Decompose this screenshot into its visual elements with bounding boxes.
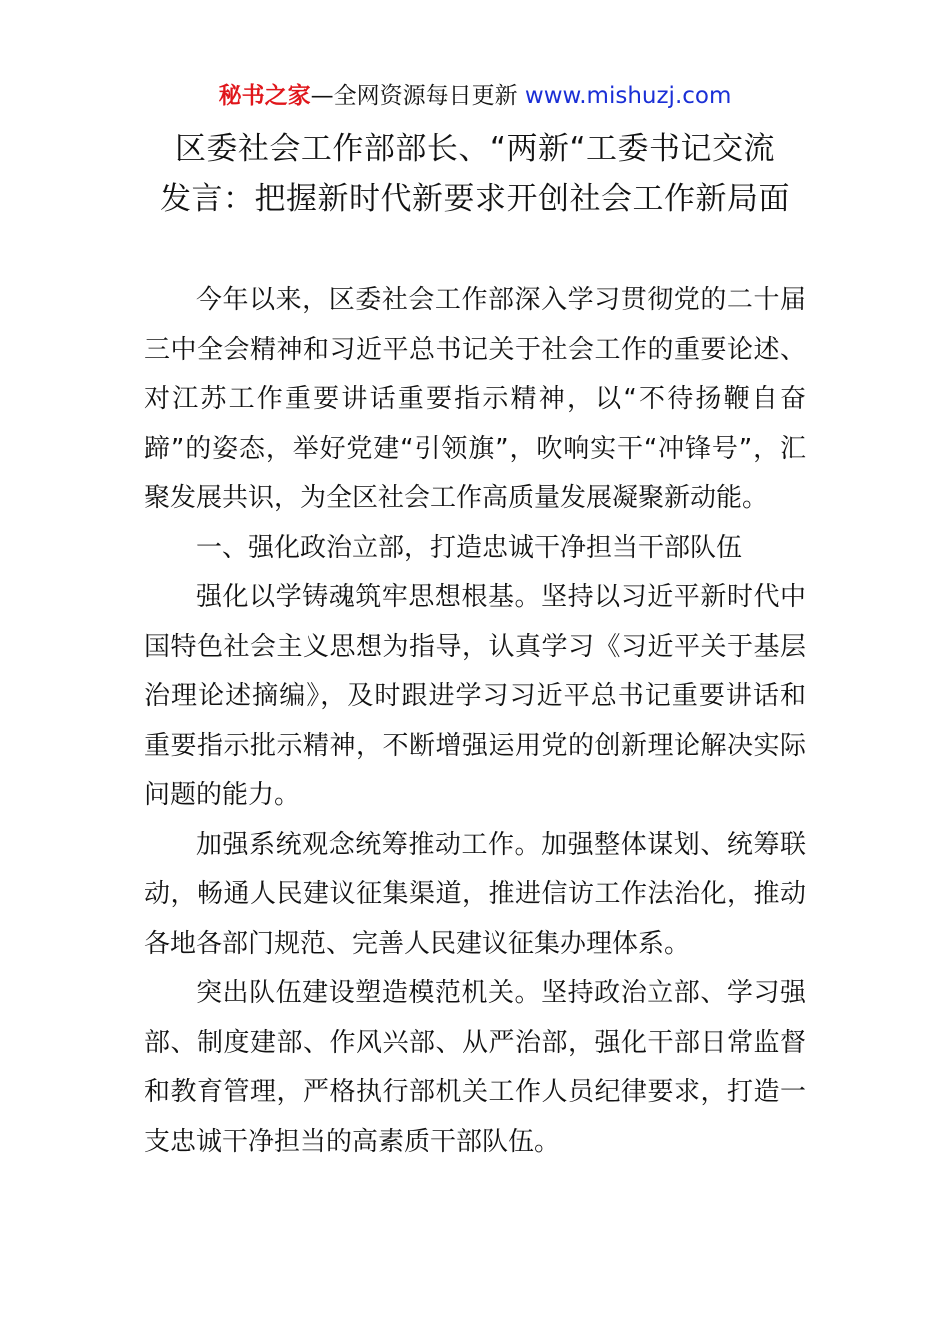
paragraph-intro: 今年以来，区委社会工作部深入学习贯彻党的二十届三中全会精神和习近平总书记关于社会工作的重要论述、对江苏工作重要讲话重要指示精神，以“不待扬鞭自奋蹄”的姿态，举好党建“引领旗”，吹响实干“冲锋号”，汇聚发展共识，为全区社会工作高质量发展凝聚新动能。 [144, 285, 806, 513]
paragraph-study: 强化以学铸魂筑牢思想根基。坚持以习近平新时代中国特色社会主义思想为指导，认真学习《习近平关于基层治理论述摘编》，及时跟进学习习近平总书记重要讲话和重要指示批示精神，不断增强运用党的创新理论解决实际问题的能力。 [144, 582, 806, 810]
section-heading-1: 一、强化政治立部，打造忠诚干净担当干部队伍 [196, 532, 743, 563]
header-tagline: —全网资源每日更新 [310, 83, 525, 109]
brand-name: 秘书之家 [218, 83, 311, 109]
document-body [144, 276, 806, 1167]
title-line-2: 发言：把握新时代新要求开创社会工作新局面 [160, 181, 790, 217]
site-header [0, 80, 950, 112]
site-url-link[interactable]: www.mishuzj.com [524, 83, 732, 109]
paragraph-system: 加强系统观念统筹推动工作。加强整体谋划、统筹联动，畅通人民建议征集渠道，推进信访工作法治化，推动各地各部门规范、完善人民建议征集办理体系。 [144, 829, 806, 959]
title-line-1: 区委社会工作部部长、“两新“工委书记交流 [174, 131, 776, 167]
paragraph-team: 突出队伍建设塑造模范机关。坚持政治立部、学习强部、制度建部、作风兴部、从严治部，强化干部日常监督和教育管理，严格执行部机关工作人员纪律要求，打造一支忠诚干净担当的高素质干部队伍。 [144, 978, 806, 1157]
document-title [130, 124, 820, 224]
